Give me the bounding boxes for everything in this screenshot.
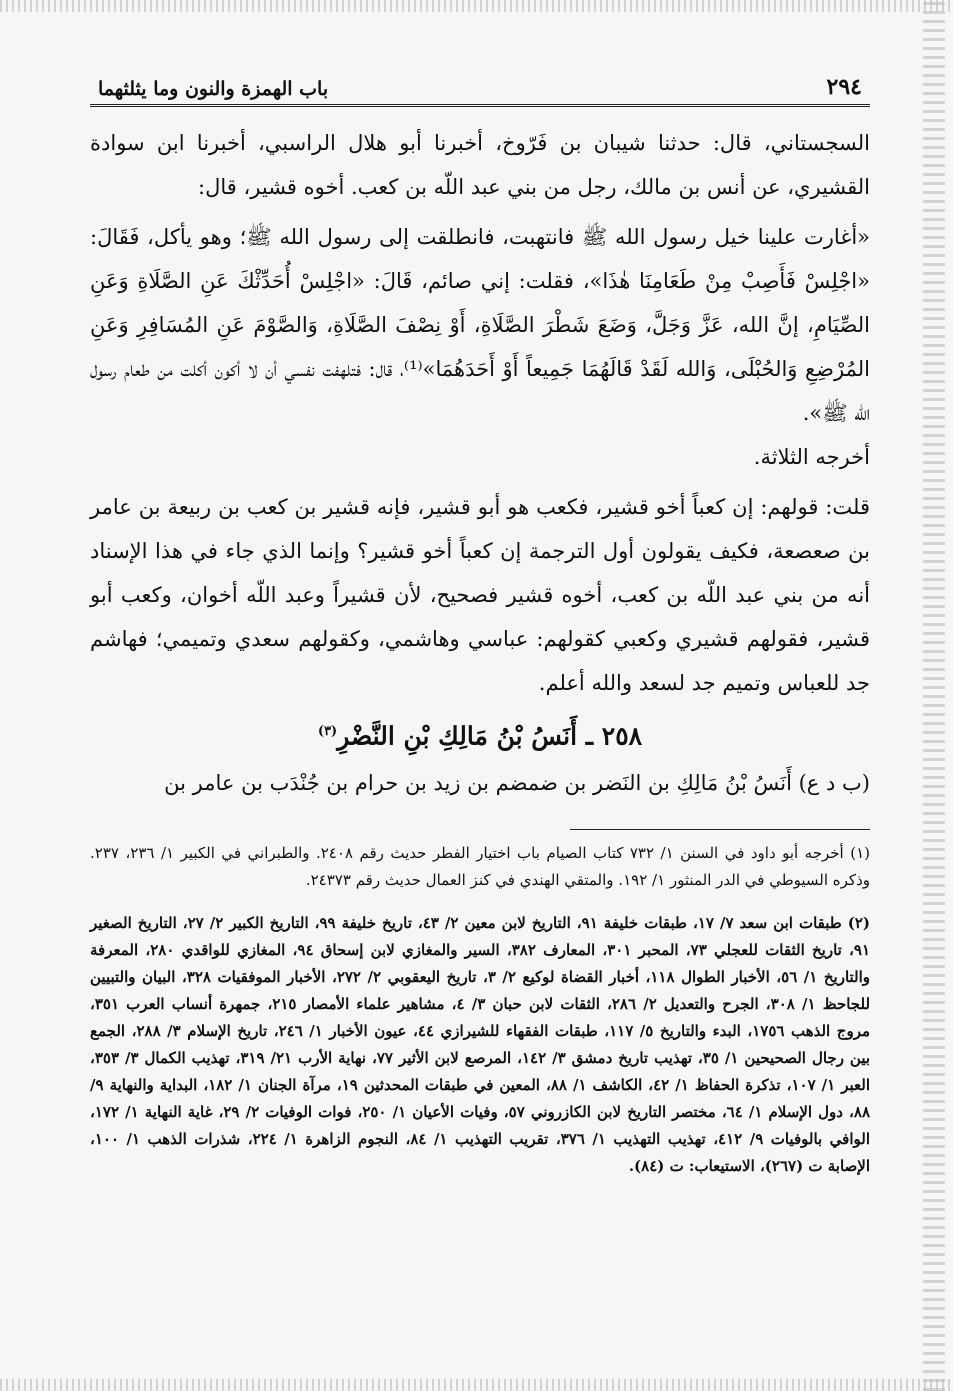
right-border-ornament — [923, 0, 945, 1391]
top-border-ornament — [0, 0, 953, 12]
book-page — [90, 60, 870, 1360]
chapter-title: باب الهمزة والنون وما يثلثهما — [98, 78, 329, 100]
paragraph-entry-start: (ب د ع) أَنَسُ بْنُ مَالِكِ بن النَضر بن ضمضم بن زيد بن حرام بن جُنْدَب بن عامر بن — [164, 771, 870, 796]
entry-heading — [90, 707, 870, 761]
page-number: ٢٩٤ — [826, 74, 862, 100]
paragraph-hadith: «أغارت علينا خيل رسول الله ﷺ فانتهبت، فانطلقت إلى رسول الله ﷺ؛ وهو يأكل، فَقَالَ: «اجْلِسْ فَأَصِبْ مِنْ طَعَامِنَا هٰذَا»، فقلت: إني صائم، قَالَ: «اجْلِسْ أُحَدِّثْكَ عَنِ الصَّلَاةِ وَعَنِ الصِّيَامِ، إنَّ الله، عَزَّ وَجَلَّ، وَضَعَ شَطْرَ الصَّلَاةِ، أَوْ نِصْفَ الصَّلَاةِ، وَالصَّوْمَ عَنِ المُسَافِرِ وَعَنِ المُرْضِعِ وَالحُبْلَى، وَالله لَقَدْ قَالَهُمَا جَمِيعاً أَوْ أَحَدَهُمَا»⁽¹⁾، قال: فتلهفت نفسي أن لا أكون أكلت من طعام رسول الله ﷺ». — [90, 225, 870, 425]
running-header — [90, 60, 870, 107]
paragraph-isnad: السجستاني، قال: حدثنا شيبان بن فَرّوخ، أخبرنا أبو هلال الراسبي، أخبرنا ابن سوادة القشيري، عن أنس بن مالك، رجل من بني عبد اللّه بن كعب. أخوه قشير، قال: — [90, 131, 870, 199]
footnote-1: (١) أخرجه أبو داود في السنن ١/ ٧٣٢ كتاب الصيام باب اختيار الفطر حديث رقم ٢٤٠٨. والطبراني في الكبير ١/ ٢٣٦، ٢٣٧. وذكره السيوطي في الدر المنثور ١/ ١٩٢. والمتقي الهندي في كنز العمال حديث رقم ٢٤٣٧٣. — [90, 844, 870, 890]
entry-heading-footnote-ref: (٣) — [317, 724, 338, 739]
bottom-border-ornament — [0, 1379, 953, 1391]
paragraph-commentary: قلت: قولهم: إن كعباً أخو قشير، فكعب هو أبو قشير، فإنه قشير بن كعب بن ربيعة بن عامر بن صعصعة، فكيف يقولون أول الترجمة إن كعباً أخو قشير؟ وإنما الذي جاء في هذا الإسناد أنه من بني عبد اللّه بن كعب، أخوه قشير فصحيح، لأن قشيراً وعبد اللّه أخوان، وكعب أبو قشير، فقولهم قشيري وكعبي كقولهم: عباسي وهاشمي، وكقولهم سعدي وتميمي؛ فهاشم جد للعباس وتميم جد لسعد والله أعلم. — [90, 495, 870, 695]
footnote-2: (٢) طبقات ابن سعد ٧/ ١٧، طبقات خليفة ٩١، التاريخ لابن معين ٢/ ٤٣، تاريخ خليفة ٩٩، التاريخ الكبير ٢/ ٢٧، التاريخ الصغير ٩١، تاريخ الثقات للعجلي ٧٣، المحبر ٣٠١، المعارف ٣٨٢، السير والمغازي لابن إسحاق ٩٤، المغازي للواقدي ٢٨٠، المعرفة والتاريخ ١/ ٥٦، الأخبار الطوال ١١٨، أخبار القضاة لوكيع ٢/ ٣، تاريخ اليعقوبي ٢/ ٢٧٢، الأخبار الموفقيات ٣٢٨، البيان والتبيين للجاحظ ١/ ٣٠٨، الجرح والتعديل ٢/ ٢٨٦، الثقات لابن حبان ٣/ ٤، مشاهير علماء الأمصار ٢١٥، جمهرة أنساب العرب ٣٥١، مروج الذهب ١٧٥٦، البدء والتاريخ ٥/ ١١٧، طبقات الفقهاء للشيرازي ٤٤، عيون الأخبار ١/ ٢٤٦، تاريخ الإسلام ٣/ ٢٨٨، الجمع بين رجال الصحيحين ١/ ٣٥، تهذيب تاريخ دمشق ٣/ ١٤٢، المرصع لابن الأثير ٧٧، نهاية الأرب ٢١/ ٣١٩، تهذيب الكمال ٣/ ٣٥٣، العبر ١/ ١٠٧، تذكرة الحفاظ ١/ ٤٢، الكاشف ١/ ٨٨، المعين في طبقات المحدثين ١٩، مرآة الجنان ١/ ١٨٢، البداية والنهاية ٩/ ٨٨، دول الإسلام ١/ ٦٤، مختصر التاريخ لابن الكازروني ٥٧، وفيات الأعيان ١/ ٢٥٠، فوات الوفيات ٢/ ٢٩، غاية النهاية ١/ ١٧٢، الوافي بالوفيات ٩/ ٤١٢، تهذيب التهذيب ١/ ٣٧٦، تقريب التهذيب ١/ ٨٤، النجوم الزاهرة ١/ ٢٢٤، شذرات الذهب ١/ ١٠٠، الإصابة ت (٢٦٧)، الاستيعاب: ت (٨٤). — [90, 914, 871, 1176]
footnotes — [90, 840, 870, 1180]
paragraph-takhrij: أخرجه الثلاثة. — [753, 445, 870, 469]
footnote-separator — [570, 829, 870, 830]
entry-heading-text: ٢٥٨ ـ أَنَسُ بْنُ مَالِكِ بْنِ النَّضْرِ — [337, 721, 643, 751]
main-text — [90, 121, 870, 805]
